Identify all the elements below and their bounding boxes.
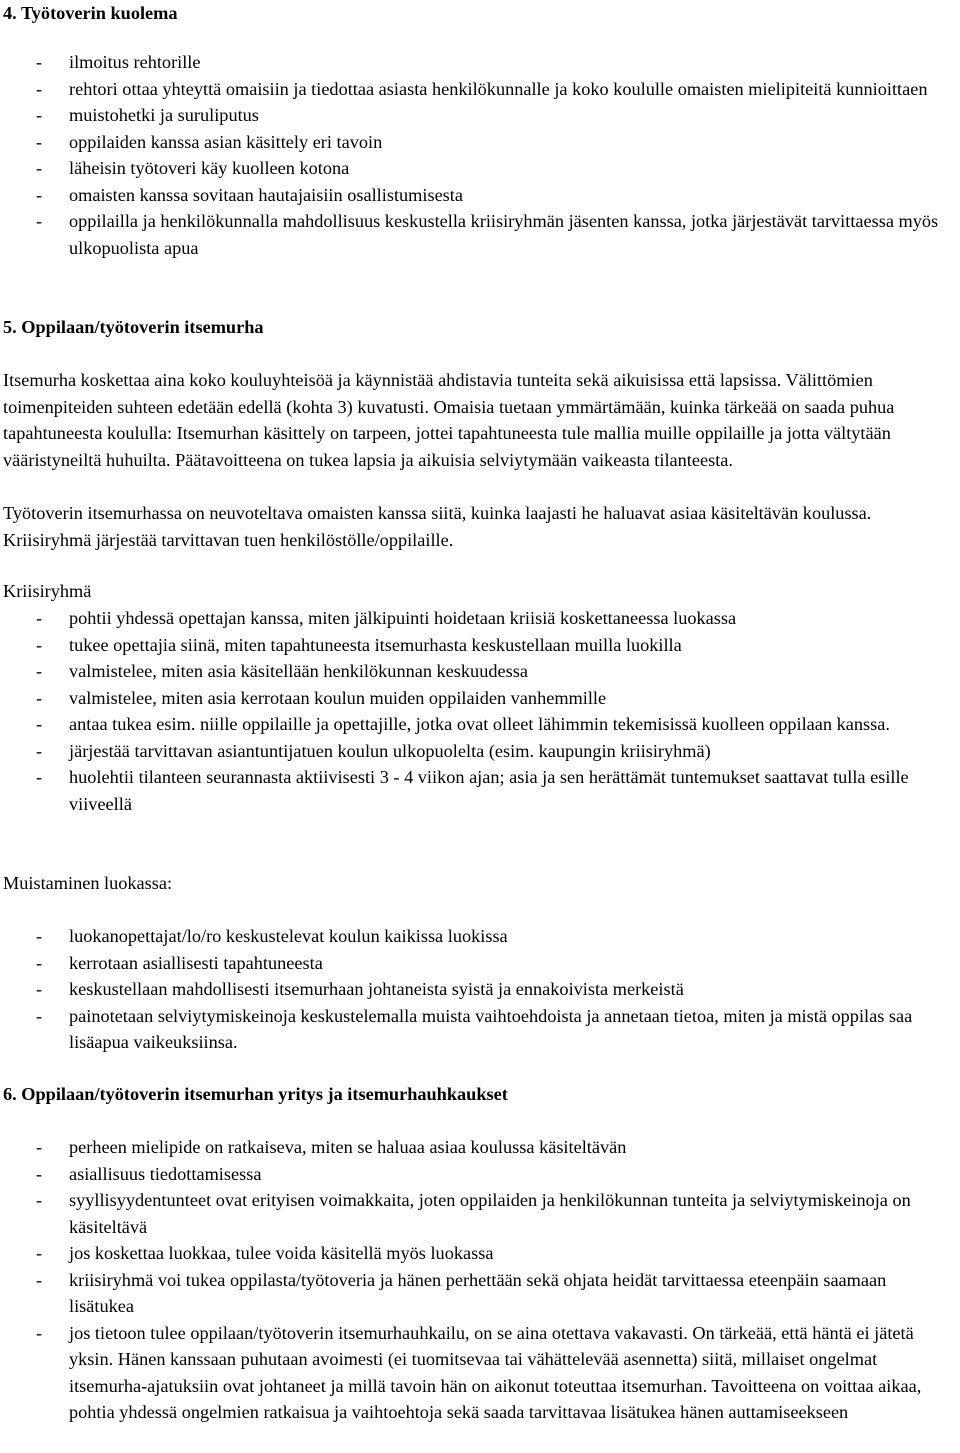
- list-item: - rehtori ottaa yhteyttä omaisiin ja tiedottaa asiasta henkilökunnalle ja koko koululle omaisten mielipiteitä kunnioittaen: [3, 76, 955, 103]
- list-item: - asiallisuus tiedottamisessa: [3, 1161, 955, 1188]
- section-5-paragraph-2: Työtoverin itsemurhassa on neuvoteltava omaisten kanssa siitä, kuinka laajasti he haluavat asiaa käsiteltävän koulussa. Kriisiryhmä järjestää tarvittavan tuen henkilöstölle/oppilaille.: [3, 503, 872, 550]
- list-item: - läheisin työtoveri käy kuolleen kotona: [3, 155, 955, 182]
- list-item: - antaa tukea esim. niille oppilaille ja opettajille, jotka ovat olleet lähimmin tekemisissä kuolleen oppilaan kanssa.: [3, 711, 955, 738]
- section-6-heading: 6. Oppilaan/työtoverin itsemurhan yritys ja itsemurhauhkaukset: [3, 1084, 508, 1104]
- list-item: - valmistelee, miten asia kerrotaan koulun muiden oppilaiden vanhemmille: [3, 685, 955, 712]
- list-item: - oppilaiden kanssa asian käsittely eri tavoin: [3, 129, 955, 156]
- list-item: - kriisiryhmä voi tukea oppilasta/työtoveria ja hänen perhettään sekä ohjata heidät tarvittaessa eteenpäin saamaan lisätukea: [3, 1267, 955, 1320]
- list-item: - ilmoitus rehtorille: [3, 49, 955, 76]
- list-item: - valmistelee, miten asia käsitellään henkilökunnan keskuudessa: [3, 658, 955, 685]
- list-item: - muistohetki ja suruliputus: [3, 102, 955, 129]
- list-item: - painotetaan selviytymiskeinoja keskustelemalla muista vaihtoehdoista ja annetaan tietoa, miten ja mistä oppilas saa lisäapua vaikeuksiinsa.: [3, 1003, 955, 1056]
- list-item: - huolehtii tilanteen seurannasta aktiivisesti 3 - 4 viikon ajan; asia ja sen herättämät tuntemukset saattavat tulla esille viiveellä: [3, 764, 955, 817]
- kriisiryhma-list: [3, 605, 955, 817]
- list-item: - syyllisyydentunteet ovat erityisen voimakkaita, joten oppilaiden ja henkilökunnan tunteita ja selviytymiskeinoja on käsiteltävä: [3, 1187, 955, 1240]
- list-item: - pohtii yhdessä opettajan kanssa, miten jälkipuinti hoidetaan kriisiä koskettaneessa luokassa: [3, 605, 955, 632]
- list-item: - tukee opettajia siinä, miten tapahtuneesta itsemurhasta keskustellaan muilla luokilla: [3, 632, 955, 659]
- list-item: - luokanopettajat/lo/ro keskustelevat koulun kaikissa luokissa: [3, 923, 955, 950]
- section-6-list: [3, 1134, 955, 1426]
- section-4-heading: 4. Työtoverin kuolema: [3, 3, 178, 23]
- kriisiryhma-title: Kriisiryhmä: [3, 581, 92, 601]
- section-5-heading: 5. Oppilaan/työtoverin itsemurha: [3, 317, 264, 337]
- list-item: - omaisten kanssa sovitaan hautajaisiin osallistumisesta: [3, 182, 955, 209]
- muistaminen-title: Muistaminen luokassa:: [3, 873, 173, 893]
- muistaminen-list: [3, 923, 955, 1056]
- section-5-paragraph-1: Itsemurha koskettaa aina koko kouluyhteisöä ja käynnistää ahdistavia tunteita sekä aikuisissa että lapsissa. Välittömien toimenpiteiden suhteen edetään edellä (kohta 3) kuvatusti. Omaisia tuetaan ymmärtämään, kuinka tärkeää on saada puhua tapahtuneesta koululla: Itsemurhan käsittely on tarpeen, jottei tapahtuneesta tule mallia muille oppilaille ja jotta vältytään vääristyneiltä huhuilta. Päätavoitteena on tukea lapsia ja aikuisia selviytymään vaikeasta tilanteesta.: [3, 370, 895, 470]
- list-item: - perheen mielipide on ratkaiseva, miten se haluaa asiaa koulussa käsiteltävän: [3, 1134, 955, 1161]
- section-4-list: [3, 49, 955, 261]
- list-item: - jos tietoon tulee oppilaan/työtoverin itsemurhauhkailu, on se aina otettava vakavasti. On tärkeää, että häntä ei jätetä yksin. Hänen kanssaan puhutaan avoimesti (ei tuomitsevaa tai vähättelevää asennetta) siitä, millaiset ongelmat itsemurha-ajatuksiin ovat johtaneet ja millä tavoin hän on aikonut toteuttaa itsemurhan. Tavoitteena on voittaa aikaa, pohtia yhdessä ongelmien ratkaisua ja vaihtoehtoja sekä saada tarvittavaa lisätukea hänen auttamiseekseen: [3, 1320, 955, 1426]
- list-item: - jos koskettaa luokkaa, tulee voida käsitellä myös luokassa: [3, 1240, 955, 1267]
- list-item: - keskustellaan mahdollisesti itsemurhaan johtaneista syistä ja ennakoivista merkeistä: [3, 976, 955, 1003]
- list-item: - kerrotaan asiallisesti tapahtuneesta: [3, 950, 955, 977]
- list-item: - järjestää tarvittavan asiantuntijatuen koulun ulkopuolelta (esim. kaupungin kriisiryhmä): [3, 738, 955, 765]
- list-item: - oppilailla ja henkilökunnalla mahdollisuus keskustella kriisiryhmän jäsenten kanssa, jotka järjestävät tarvittaessa myös ulkopuolista apua: [3, 208, 955, 261]
